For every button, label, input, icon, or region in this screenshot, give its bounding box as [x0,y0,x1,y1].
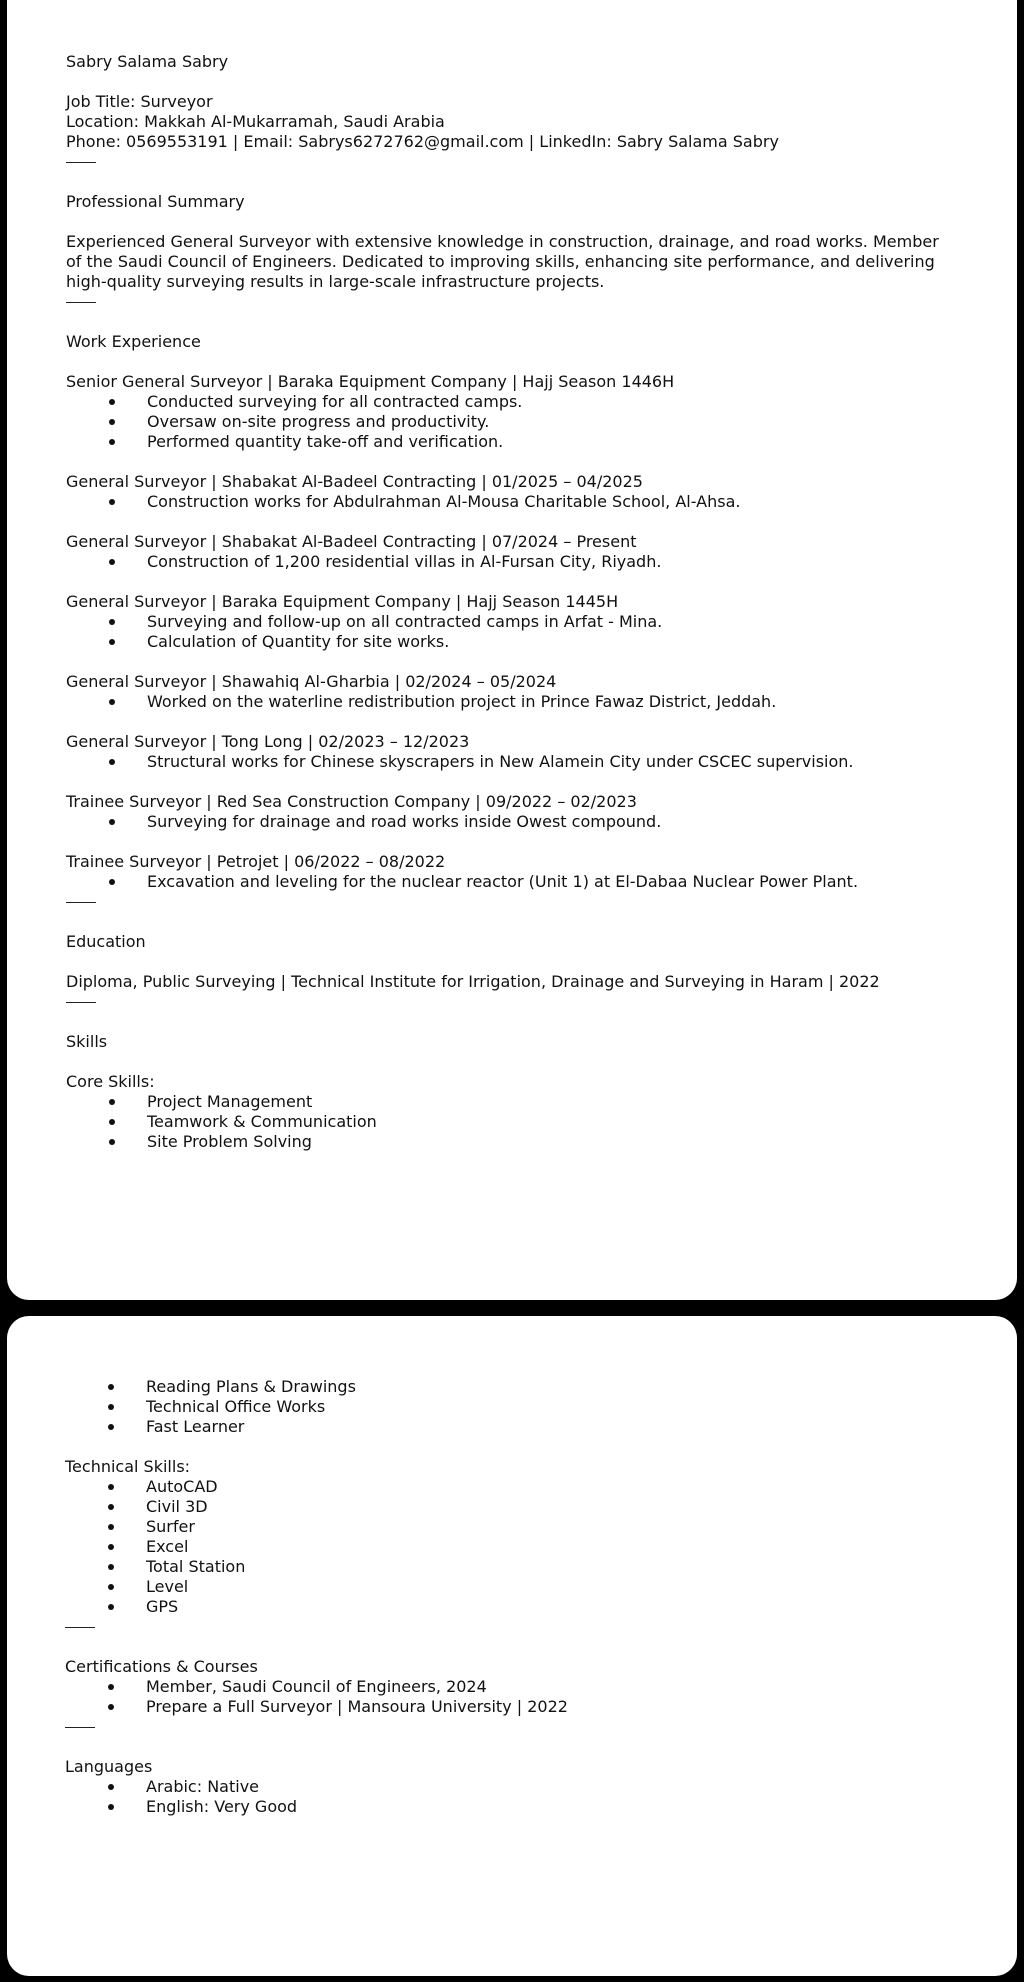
experience-list [66,372,957,892]
job-entry-title: Senior General Surveyor | Baraka Equipment Company | Hajj Season 1446H [66,372,675,391]
bullet-item: Arabic: Native [65,1777,957,1797]
bullet-item: Structural works for Chinese skyscrapers in New Alamein City under CSCEC supervision. [66,752,957,772]
job-entry-title: General Surveyor | Shawahiq Al-Gharbia | 02/2024 – 05/2024 [66,672,557,691]
section-divider [66,902,96,903]
bullet-item: Teamwork & Communication [66,1112,957,1132]
bullet-item: Reading Plans & Drawings [65,1377,957,1397]
document-page-1 [7,0,1017,1300]
education-heading: Education [66,932,146,951]
section-divider [65,1627,95,1628]
job-entry-title: General Surveyor | Baraka Equipment Company | Hajj Season 1445H [66,592,619,611]
job-entry-title: Trainee Surveyor | Red Sea Construction Company | 09/2022 – 02/2023 [66,792,637,811]
job-bullets [66,492,957,512]
section-divider [65,1727,95,1728]
bullet-item: Calculation of Quantity for site works. [66,632,957,652]
core-skills-list [66,1092,957,1152]
job-entry [66,672,957,712]
job-bullets [66,552,957,572]
technical-skills-label: Technical Skills: [65,1457,191,1476]
job-entry [66,372,957,452]
document-page-2 [7,1316,1017,1976]
bullet-item: Excel [65,1537,957,1557]
section-divider [66,162,96,163]
job-entry [66,732,957,772]
technical-skills-list [65,1477,957,1617]
job-entry-title: General Surveyor | Tong Long | 02/2023 – 12/2023 [66,732,470,751]
languages-list [65,1777,957,1817]
job-entry [66,792,957,832]
bullet-item: Level [65,1577,957,1597]
bullet-item: Prepare a Full Surveyor | Mansoura University | 2022 [65,1697,957,1717]
candidate-name: Sabry Salama Sabry [66,52,229,71]
job-bullets [66,392,957,452]
job-entry [66,592,957,652]
bullet-item: Fast Learner [65,1417,957,1437]
certifications-heading: Certifications & Courses [65,1657,258,1676]
bullet-item: English: Very Good [65,1797,957,1817]
job-entry-title: Trainee Surveyor | Petrojet | 06/2022 – 08/2022 [66,852,446,871]
core-skills-label: Core Skills: [66,1072,155,1091]
bullet-item: Member, Saudi Council of Engineers, 2024 [65,1677,957,1697]
skills-heading: Skills [66,1032,108,1051]
bullet-item: Total Station [65,1557,957,1577]
bullet-item: GPS [65,1597,957,1617]
bullet-item: Surveying for drainage and road works inside Owest compound. [66,812,957,832]
summary-heading: Professional Summary [66,192,245,211]
bullet-item: Technical Office Works [65,1397,957,1417]
job-bullets [66,692,957,712]
core-skills-list-continued [65,1377,957,1437]
job-entry [66,852,957,892]
education-entry: Diploma, Public Surveying | Technical Institute for Irrigation, Drainage and Surveying in Haram | 2022 [66,972,880,991]
job-entry [66,532,957,572]
bullet-item: Worked on the waterline redistribution project in Prince Fawaz District, Jeddah. [66,692,957,712]
job-bullets [66,752,957,772]
job-entry-title: General Surveyor | Shabakat Al-Badeel Contracting | 01/2025 – 04/2025 [66,472,643,491]
location: Location: Makkah Al-Mukarramah, Saudi Arabia [66,112,445,131]
languages-heading: Languages [65,1757,153,1776]
bullet-item: Surveying and follow-up on all contracted camps in Arfat - Mina. [66,612,957,632]
bullet-item: Construction of 1,200 residential villas in Al-Fursan City, Riyadh. [66,552,957,572]
section-divider [66,302,96,303]
experience-heading: Work Experience [66,332,201,351]
job-title: Job Title: Surveyor [66,92,213,111]
bullet-item: Construction works for Abdulrahman Al-Mousa Charitable School, Al-Ahsa. [66,492,957,512]
job-bullets [66,612,957,652]
bullet-item: Conducted surveying for all contracted camps. [66,392,957,412]
bullet-item: Oversaw on-site progress and productivity. [66,412,957,432]
summary-text: Experienced General Surveyor with extensive knowledge in construction, drainage, and road works. Member of the Saudi Council of Engineers. Dedicated to improving skills, enhancing site performance, and delivering high-quality surveying results in large-scale infrastructure projects. [66,232,939,291]
bullet-item: Performed quantity take-off and verification. [66,432,957,452]
bullet-item: Site Problem Solving [66,1132,957,1152]
job-entry-title: General Surveyor | Shabakat Al-Badeel Contracting | 07/2024 – Present [66,532,637,551]
bullet-item: AutoCAD [65,1477,957,1497]
bullet-item: Surfer [65,1517,957,1537]
bullet-item: Excavation and leveling for the nuclear reactor (Unit 1) at El-Dabaa Nuclear Power Plant. [66,872,957,892]
certifications-list [65,1677,957,1717]
bullet-item: Project Management [66,1092,957,1112]
bullet-item: Civil 3D [65,1497,957,1517]
section-divider [66,1002,96,1003]
job-entry [66,472,957,512]
contact-info: Phone: 0569553191 | Email: Sabrys6272762@gmail.com | LinkedIn: Sabry Salama Sabry [66,132,779,151]
job-bullets [66,812,957,832]
job-bullets [66,872,957,892]
